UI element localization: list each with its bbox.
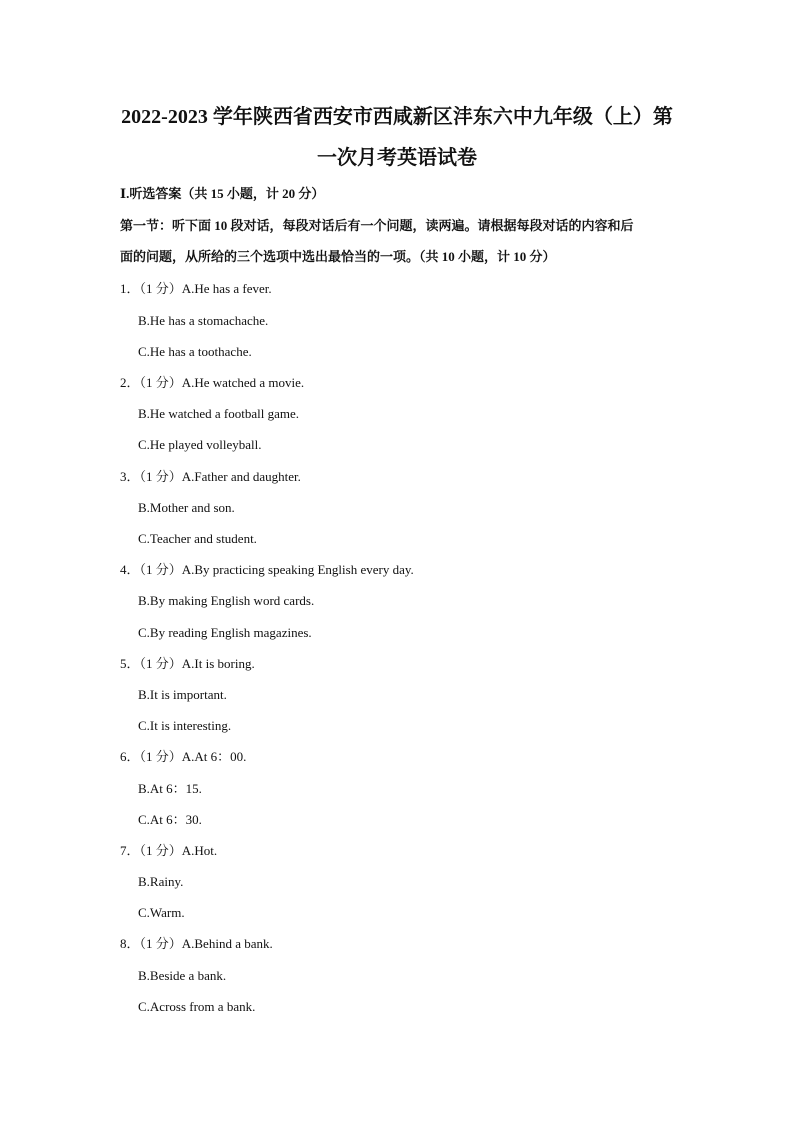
part-intro-line-2: 面的问题，从所给的三个选项中选出最恰当的一项。（共 10 小题，计 10 分） [120, 249, 556, 264]
question-8-option-b: B.Beside a bank. [138, 968, 227, 983]
question-3-option-c: C.Teacher and student. [138, 531, 257, 546]
question-2-option-c: C.He played volleyball. [138, 437, 262, 452]
question-5-option-b: B.It is important. [138, 687, 227, 702]
question-6-option-c: C.At 6：30. [138, 812, 202, 827]
question-4: 4．（1 分）A.By practicing speaking English every day. [120, 562, 414, 577]
exam-title-line-2: 一次月考英语试卷 [317, 147, 477, 169]
question-4-option-c: C.By reading English magazines. [138, 625, 312, 640]
question-2: 2．（1 分）A.He watched a movie. [120, 375, 305, 390]
question-1: 1．（1 分）A.He has a fever. [120, 281, 272, 296]
question-8: 8．（1 分）A.Behind a bank. [120, 936, 273, 951]
question-8-option-c: C.Across from a bank. [138, 999, 256, 1014]
question-3-option-b: B.Mother and son. [138, 500, 235, 515]
question-3: 3．（1 分）A.Father and daughter. [120, 469, 301, 484]
section-heading: Ⅰ.听选答案（共 15 小题，计 20 分） [120, 186, 325, 201]
question-4-option-b: B.By making English word cards. [138, 593, 315, 608]
question-6-option-b: B.At 6：15. [138, 781, 202, 796]
question-1-option-b: B.He has a stomachache. [138, 313, 269, 328]
question-6: 6．（1 分）A.At 6：00. [120, 749, 247, 764]
question-2-option-b: B.He watched a football game. [138, 406, 299, 421]
part-intro-line-1: 第一节：听下面 10 段对话，每段对话后有一个问题，读两遍。请根据每段对话的内容和后 [120, 218, 634, 233]
exam-title-line-1: 2022-2023 学年陕西省西安市西咸新区沣东六中九年级（上）第 [121, 106, 673, 128]
question-5-option-c: C.It is interesting. [138, 718, 232, 733]
question-7-option-c: C.Warm. [138, 905, 185, 920]
question-5: 5．（1 分）A.It is boring. [120, 656, 255, 671]
question-1-option-c: C.He has a toothache. [138, 344, 252, 359]
question-7-option-b: B.Rainy. [138, 874, 184, 889]
question-7: 7．（1 分）A.Hot. [120, 843, 218, 858]
